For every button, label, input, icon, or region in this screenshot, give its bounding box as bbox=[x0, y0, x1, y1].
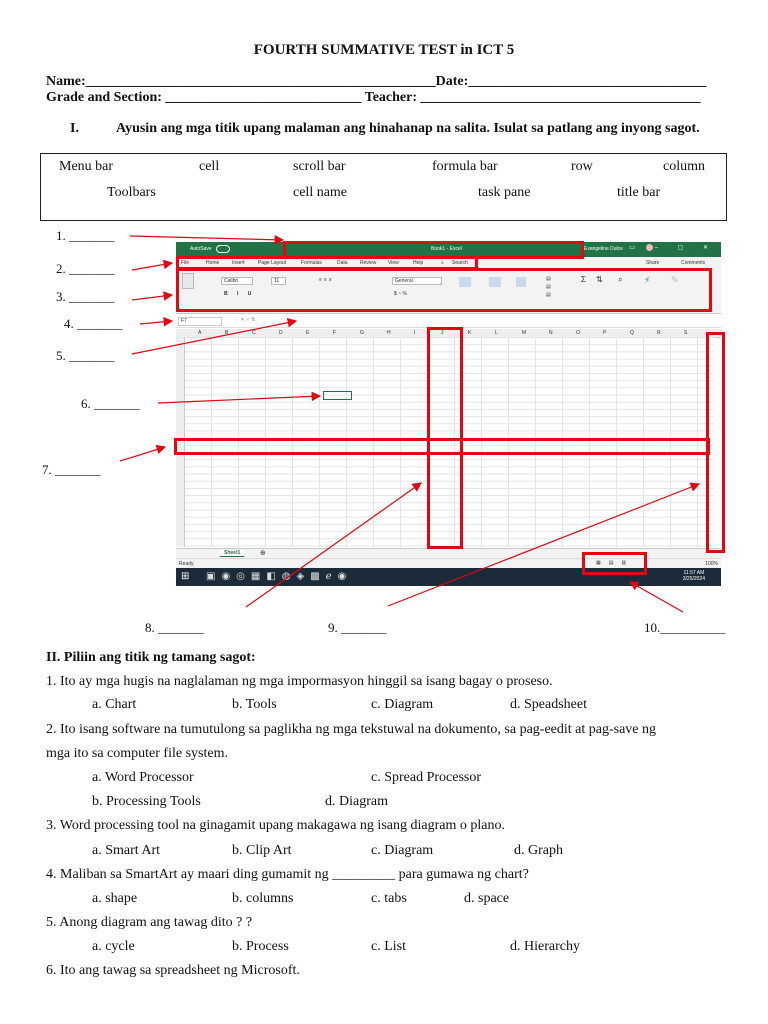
menu-item: Home bbox=[206, 260, 220, 266]
menu-item: Help bbox=[413, 260, 424, 266]
blank-6: 6. _______ bbox=[81, 396, 140, 411]
arrow-8 bbox=[246, 483, 421, 607]
number-format-box: General bbox=[392, 277, 442, 285]
option: c. Diagram bbox=[371, 843, 434, 858]
word-bank-item: row bbox=[571, 159, 593, 174]
question-5: 5. Anong diagram ang tawag dito ? ? bbox=[46, 915, 253, 930]
word-bank-item: Menu bar bbox=[59, 159, 114, 174]
column-header: C bbox=[252, 330, 256, 336]
bold-italic-underline-icon: B I U bbox=[224, 291, 256, 297]
menu-item: Formulas bbox=[301, 260, 322, 266]
column-header: Q bbox=[630, 330, 634, 336]
option: d. Speadsheet bbox=[510, 697, 587, 712]
blank-7: 7. _______ bbox=[42, 462, 101, 477]
add-sheet-icon: ⊕ bbox=[260, 550, 266, 557]
font-size-box: 11 bbox=[271, 277, 286, 285]
blank-2: 2. _______ bbox=[56, 261, 115, 276]
status-text: Ready bbox=[179, 561, 194, 567]
word-bank-item: cell bbox=[199, 159, 220, 174]
blank-9: 9. _______ bbox=[328, 620, 387, 635]
arrow-7 bbox=[120, 447, 165, 461]
excel-book-title: Book1 - Excel bbox=[431, 246, 462, 252]
date-blank: __________________________________ bbox=[468, 74, 707, 89]
word-bank-item: task pane bbox=[478, 185, 531, 200]
word-bank-item: scroll bar bbox=[293, 159, 346, 174]
section2-heading: II. Piliin ang titik ng tamang sagot: bbox=[46, 650, 256, 665]
blank-3: 3. _______ bbox=[56, 289, 115, 304]
question-6: 6. Ito ang tawag sa spreadsheet ng Microsoft. bbox=[46, 963, 300, 978]
clock-date: 3/25/2024 bbox=[682, 576, 705, 582]
column-header: O bbox=[576, 330, 580, 336]
column-header: E bbox=[306, 330, 310, 336]
blank-8: 8. _______ bbox=[145, 620, 204, 635]
option: a. Smart Art bbox=[92, 843, 161, 858]
column-header: K bbox=[468, 330, 472, 336]
teacher-label: Teacher: bbox=[364, 90, 417, 105]
autosum-icon: Σ bbox=[581, 275, 586, 284]
option: b. Processing Tools bbox=[92, 794, 201, 809]
column-header: G bbox=[360, 330, 364, 336]
windows-start-icon: ⊞ bbox=[181, 571, 190, 582]
comments-button: Comments bbox=[681, 260, 706, 266]
column-header: B bbox=[225, 330, 229, 336]
option: a. cycle bbox=[92, 939, 135, 954]
column-header: R bbox=[657, 330, 661, 336]
sensitivity-icon: ✎ bbox=[671, 275, 679, 285]
column-header: J bbox=[441, 330, 444, 336]
ideas-icon: ⚡ bbox=[644, 275, 651, 285]
date-label: Date: bbox=[435, 74, 469, 89]
option: c. List bbox=[371, 939, 406, 954]
question-2: 2. Ito isang software na tumutulong sa paglikha ng mga tekstuwal na dokumento, sa pag-eedit at pag-save ng bbox=[46, 722, 657, 737]
share-button: Share bbox=[646, 260, 660, 266]
word-bank-item: cell name bbox=[293, 185, 348, 200]
option: b. columns bbox=[232, 891, 294, 906]
section1-number: I. bbox=[70, 121, 79, 136]
column-header: A bbox=[198, 330, 202, 336]
column-header: P bbox=[603, 330, 607, 336]
namebox: F7 bbox=[178, 317, 222, 326]
word-bank-item: Toolbars bbox=[107, 185, 156, 200]
cells-group-icon: ▤ ▤ ▤ bbox=[546, 276, 551, 298]
name-label: Name: bbox=[46, 74, 86, 89]
question-1: 1. Ito ay mga hugis na naglalaman ng mga impormasyon hinggil sa isang bagay o proseso. bbox=[46, 674, 553, 689]
question-4: 4. Maliban sa SmartArt ay maari ding gumamit ng _________ para gumawa ng chart? bbox=[46, 867, 529, 882]
column-header: D bbox=[279, 330, 283, 336]
menu-item: Page Layout bbox=[258, 260, 287, 266]
option: a. Chart bbox=[92, 697, 137, 712]
grade-blank: ____________________________ bbox=[165, 90, 362, 105]
zoom-level: 100% bbox=[705, 561, 718, 567]
autosave-label: AutoSave bbox=[190, 246, 212, 252]
menu-item: Insert bbox=[232, 260, 245, 266]
option: b. Clip Art bbox=[232, 843, 292, 858]
name-blank: __________________________________________________ bbox=[85, 74, 436, 89]
option: b. Process bbox=[232, 939, 289, 954]
menu-item: Search bbox=[452, 260, 468, 266]
search-icon: ⌕ bbox=[441, 260, 444, 266]
option: c. tabs bbox=[371, 891, 407, 906]
arrow-10 bbox=[630, 582, 683, 612]
arrow-5 bbox=[132, 321, 296, 354]
menu-item: Data bbox=[337, 260, 348, 266]
column-header: N bbox=[549, 330, 553, 336]
option: a. Word Processor bbox=[92, 770, 194, 785]
menu-item: View bbox=[388, 260, 399, 266]
option: c. Spread Processor bbox=[371, 770, 482, 785]
test-title: FOURTH SUMMATIVE TEST in ICT 5 bbox=[253, 42, 515, 58]
column-header: I bbox=[414, 330, 416, 336]
question-2-cont: mga ito sa computer file system. bbox=[46, 746, 228, 761]
excel-user: Evangeline Dulce bbox=[584, 246, 623, 252]
grade-label: Grade and Section: bbox=[46, 90, 162, 105]
word-bank-item: formula bar bbox=[432, 159, 498, 174]
find-select-icon: ⌕ bbox=[618, 275, 623, 284]
taskbar-apps-icon: ▣◉◎▦◧◍◈▩ℯ◉ bbox=[206, 571, 353, 582]
window-controls-icon: ▭ – ▢ ✕ bbox=[629, 245, 717, 251]
alignment-icon: ≡≡≡ bbox=[319, 277, 334, 283]
sheet-tab: Sheet1 bbox=[220, 550, 244, 557]
blank-1: 1. _______ bbox=[56, 228, 115, 243]
teacher-blank: ________________________________________ bbox=[420, 90, 701, 105]
arrow-9 bbox=[388, 484, 699, 606]
formula-icons: ⋮ ✕ ✓ fx bbox=[234, 317, 256, 323]
arrow-3 bbox=[132, 295, 172, 300]
option: a. shape bbox=[92, 891, 138, 906]
blank-10: 10.__________ bbox=[644, 620, 726, 635]
arrow-4 bbox=[140, 321, 172, 324]
view-buttons-icon: ▦▤▥ bbox=[596, 560, 635, 566]
column-header: M bbox=[522, 330, 527, 336]
column-header: H bbox=[387, 330, 391, 336]
menu-item: Review bbox=[360, 260, 377, 266]
blank-4: 4. _______ bbox=[64, 316, 123, 331]
arrow-1 bbox=[130, 236, 283, 240]
column-header: S bbox=[684, 330, 688, 336]
section1-text: Ayusin ang mga titik upang malaman ang hinahanap na salita. Isulat sa patlang ang inyong sagot. bbox=[116, 121, 700, 136]
column-header: F bbox=[333, 330, 337, 336]
arrow-2 bbox=[132, 263, 172, 270]
question-3: 3. Word processing tool na ginagamit upang makagawa ng isang diagram o plano. bbox=[46, 818, 505, 833]
clock-time: 11:57 AM bbox=[683, 570, 705, 576]
sort-filter-icon: ⇅ bbox=[596, 275, 603, 284]
option: d. Graph bbox=[514, 843, 563, 858]
option: c. Diagram bbox=[371, 697, 434, 712]
font-name-box: Calibri bbox=[221, 277, 253, 285]
option: d. Hierarchy bbox=[510, 939, 580, 954]
column-header: L bbox=[495, 330, 498, 336]
blank-5: 5. _______ bbox=[56, 348, 115, 363]
currency-icon: $ ~ % bbox=[394, 291, 407, 297]
option: d. Diagram bbox=[325, 794, 388, 809]
option: d. space bbox=[464, 891, 510, 906]
word-bank-item: title bar bbox=[617, 185, 661, 200]
option: b. Tools bbox=[232, 697, 277, 712]
arrow-6 bbox=[158, 396, 320, 403]
word-bank-item: column bbox=[663, 159, 705, 174]
menu-item: File bbox=[181, 260, 190, 266]
